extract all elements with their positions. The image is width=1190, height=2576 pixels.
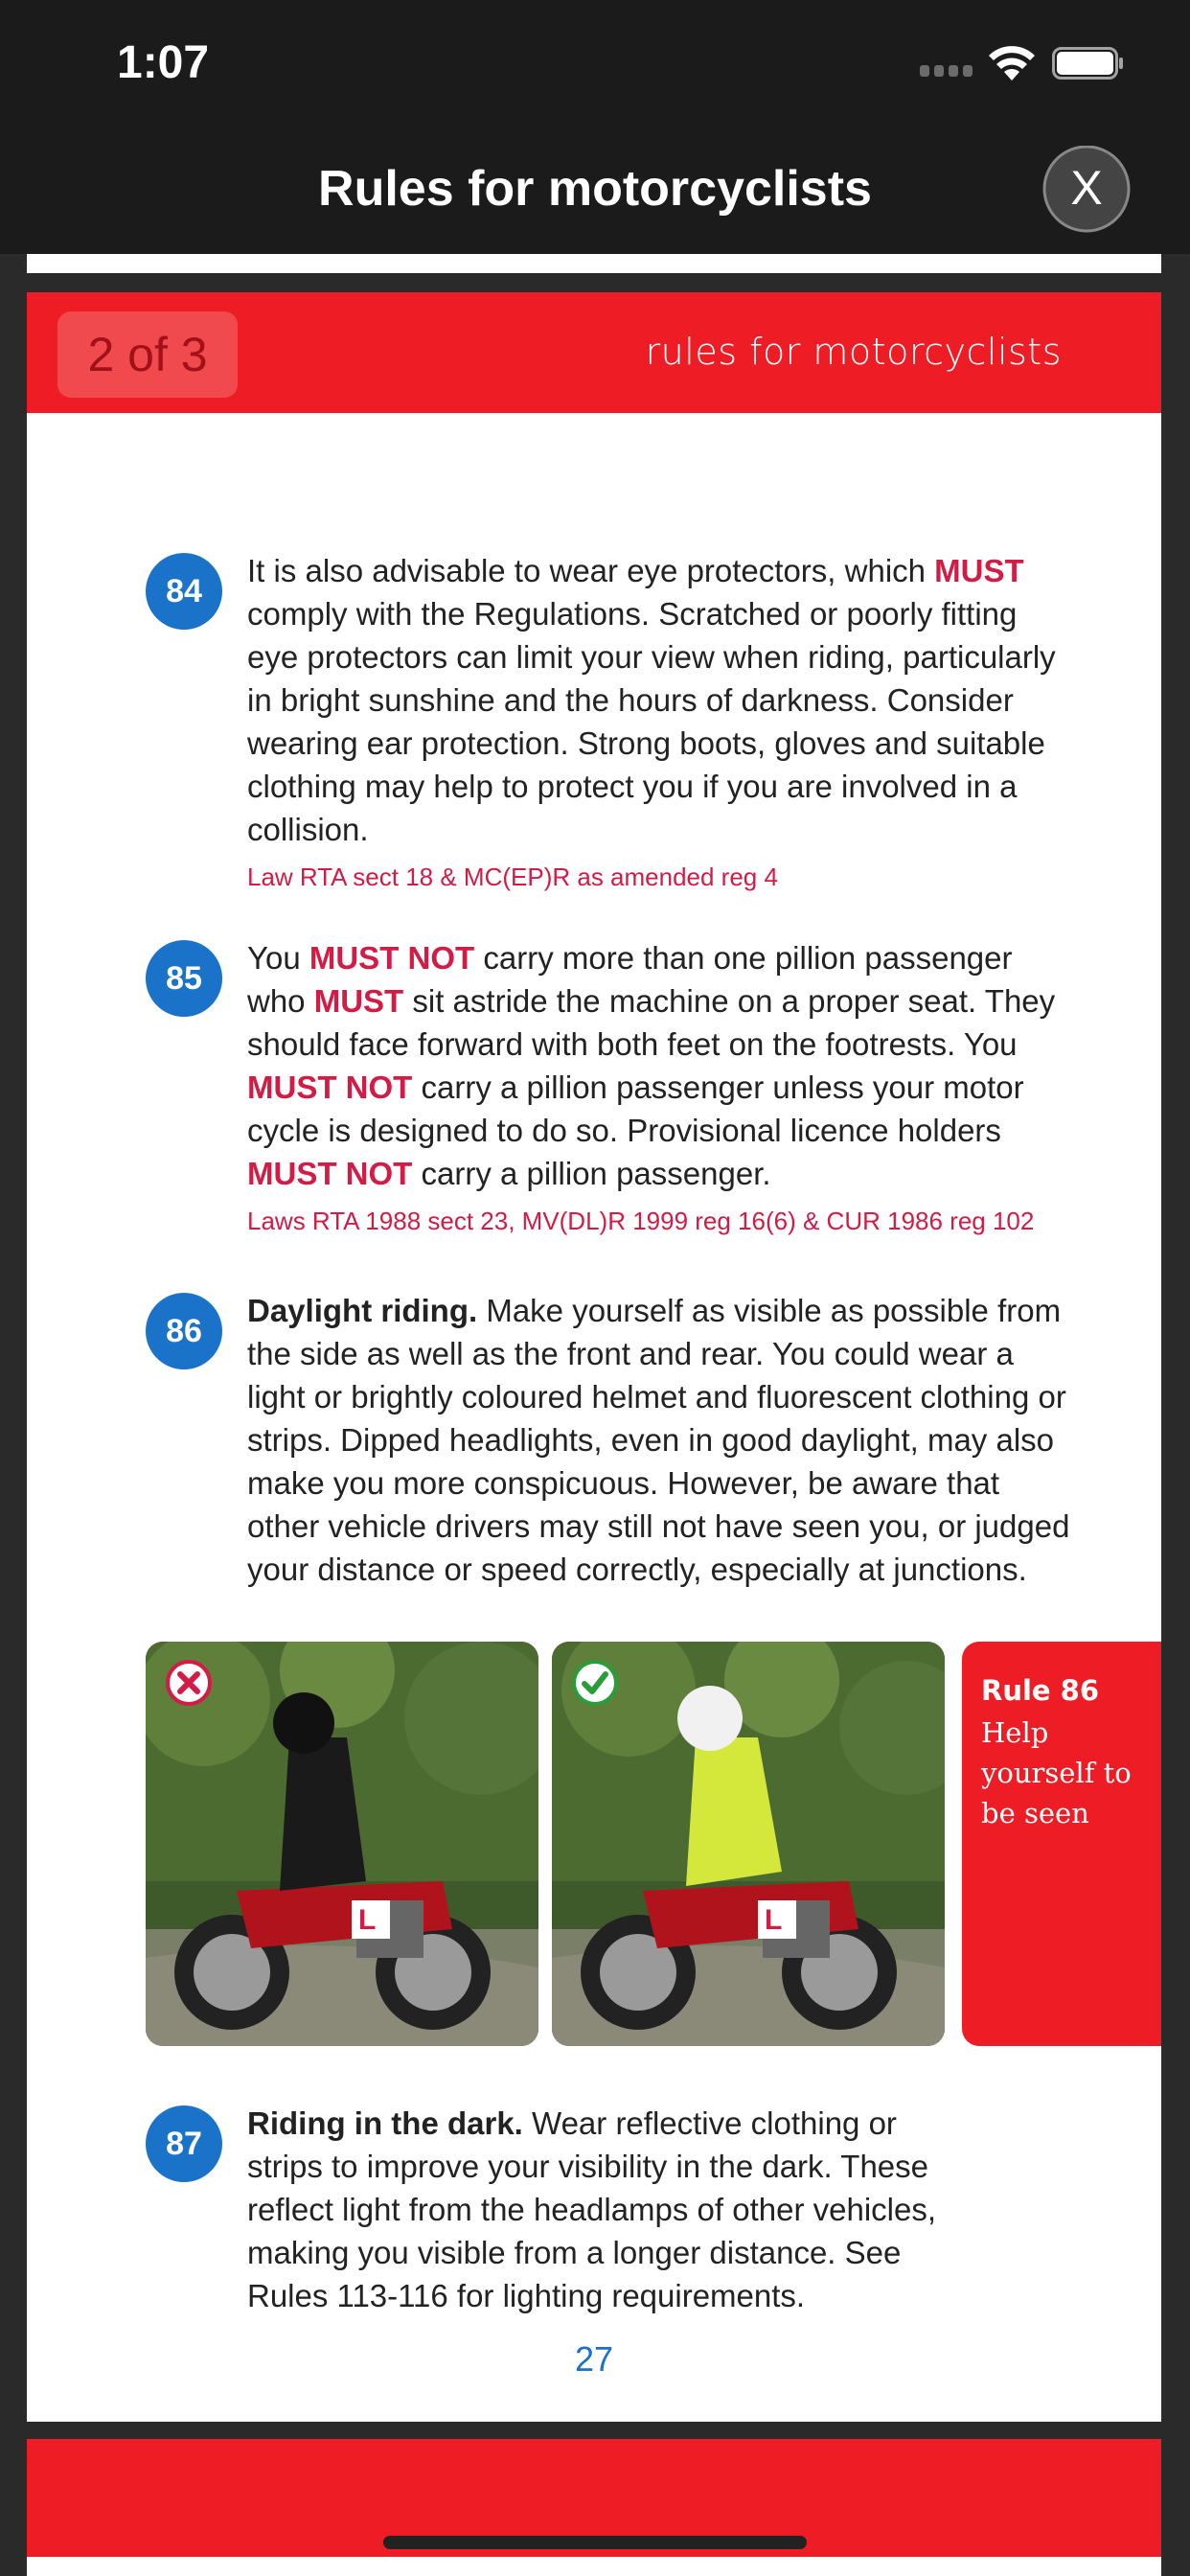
check-icon xyxy=(571,1659,619,1707)
figure-caption-title: Rule 86 xyxy=(981,1674,1100,1707)
page-count-badge: 2 of 3 xyxy=(57,311,238,398)
nav-bar xyxy=(0,129,1190,254)
page-header xyxy=(27,292,1161,413)
battery-icon xyxy=(1052,47,1125,80)
cross-icon xyxy=(165,1659,213,1707)
section-title: rules for motorcyclists xyxy=(645,331,1062,373)
figure-caption-text: Help yourself to be seen xyxy=(981,1716,1132,1829)
figure-caption xyxy=(962,1642,1161,2046)
cellular-signal-icon xyxy=(920,65,975,79)
rule-text: You MUST NOT carry more than one pillion passenger who MUST sit astride the machine on a proper seat. They should face forward with both feet on the footrests. You MUST NOT carry a pillion passenger unless your motor cycle is designed to do so. Provisional licence holders MUST NOT carry a pillion passenger. Laws RTA 1988 sect 23, MV(DL)R 1999 reg 16(6) & CUR 1986 reg 102 xyxy=(247,936,1071,1237)
close-button-circle xyxy=(1042,146,1171,234)
status-bar xyxy=(0,0,1190,129)
page xyxy=(27,292,1161,2422)
rule-number-badge: 84 xyxy=(146,553,222,630)
page-number: 27 xyxy=(574,2339,614,2379)
rule-number-badge: 87 xyxy=(146,2105,222,2182)
law-reference: Law RTA sect 18 & MC(EP)R as amended reg 4 xyxy=(247,862,778,891)
wifi-icon xyxy=(987,44,1037,82)
rule-86-illustration xyxy=(146,1642,1161,2046)
rule-text: Daylight riding. Make yourself as visible as possible from the side as well as the front and rear. You could wear a light or brightly coloured helmet and fluorescent clothing or strips. Dipped headlights, even in good daylight, may also make you more conspicuous. However, be aware that other vehicle drivers may still not have seen you, or judged your distance or speed correctly, especially at junctions. xyxy=(247,1293,1070,1587)
home-indicator[interactable] xyxy=(383,2536,807,2549)
close-button[interactable] xyxy=(1042,146,1171,232)
nav-title: Rules for motorcyclists xyxy=(318,161,872,217)
next-page-header xyxy=(27,2439,1161,2576)
rule-number-badge: 86 xyxy=(146,1293,222,1369)
svg-text:L: L xyxy=(765,1904,783,1936)
law-reference: Laws RTA 1988 sect 23, MV(DL)R 1999 reg 16(6) & CUR 1986 reg 102 xyxy=(247,1207,1035,1235)
rule-number-badge: 85 xyxy=(146,940,222,1017)
next-page-edge xyxy=(27,2557,1161,2576)
svg-text:L: L xyxy=(358,1904,377,1936)
previous-page-edge xyxy=(27,254,1161,273)
dark-clothing-photo xyxy=(146,1642,538,2046)
close-icon: X xyxy=(1070,161,1103,215)
status-time: 1:07 xyxy=(117,37,210,88)
rule-text: It is also advisable to wear eye protectors, which MUST comply with the Regulations. Scratched or poorly fitting eye protectors can limit your view when riding, particularly in bright sunshine and the hours of darkness. Consider wearing ear protection. Strong boots, gloves and suitable clothing may help to protect you if you are involved in a collision. Law RTA sect 18 & MC(EP)R as amended reg 4 xyxy=(247,549,1071,893)
visible-clothing-photo xyxy=(552,1642,945,2046)
rule-text: Riding in the dark. Wear reflective clothing or strips to improve your visibility in the dark. These reflect light from the headlamps of other vehicles, making you visible from a longer distance. See Rules 113-116 for lighting requirements. xyxy=(247,2105,937,2313)
